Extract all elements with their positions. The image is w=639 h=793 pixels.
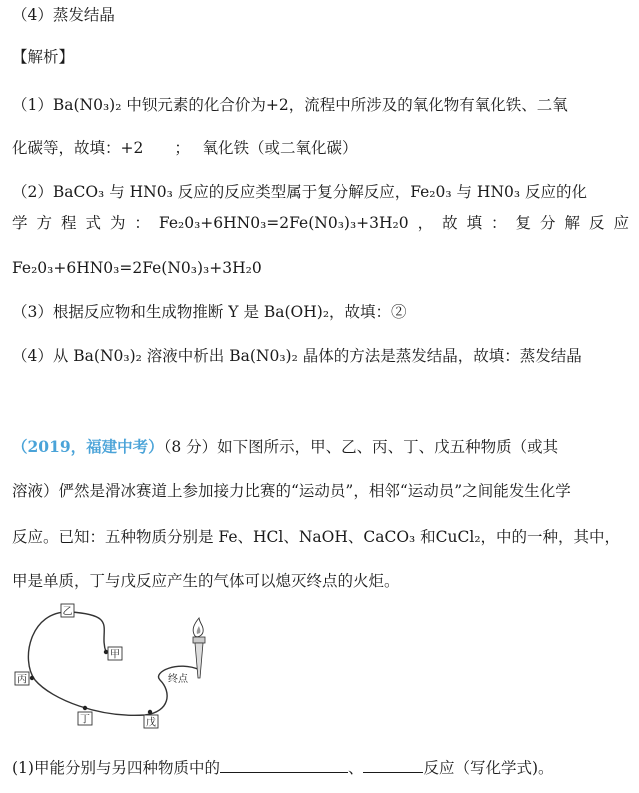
analysis-p3: （3）根据反应物和生成物推断 Y 是 Ba(OH)₂，故填：②: [12, 303, 407, 321]
label-bing: 丙: [17, 674, 27, 686]
analysis-p1-line2: 化碳等，故填：+2 ； 氧化铁（或二氧化碳）: [12, 139, 358, 157]
subq1-suffix: 反应（写化学式)。: [423, 759, 554, 777]
question-line4: 甲是单质，丁与戊反应产生的气体可以熄灭终点的火炬。: [12, 572, 400, 590]
track-curve: [28, 612, 200, 715]
subquestion-1: [12, 756, 629, 779]
label-wu: 戊: [146, 717, 156, 729]
question-line3: 反应。已知：五种物质分别是 Fe、HCl、NaOH、CaCO₃ 和CuCl₂，中的一种，其中，: [12, 528, 621, 546]
analysis-p2-line3: Fe₂0₃+6HN0₃=2Fe(N0₃)₃+3H₂0: [12, 259, 262, 277]
torch-icon: [193, 618, 205, 678]
analysis-p2-line1: （2）BaCO₃ 与 HN0₃ 反应的反应类型属于复分解反应，Fe₂0₃ 与 HN0₃ 反应的化: [12, 183, 588, 201]
analysis-p2-line2: 学方程式为：Fe₂0₃+6HN0₃=2Fe(N0₃)₃+3H₂0，故填：复分解反应: [12, 214, 629, 232]
question-line1-text: （8 分）如下图所示，甲、乙、丙、丁、戊五种物质（或其: [163, 438, 559, 456]
node-jia: [104, 647, 122, 661]
subq1-prefix: (1)甲能分别与另四种物质中的: [12, 759, 220, 777]
label-yi: 乙: [62, 606, 73, 618]
analysis-heading: 【解析】: [12, 48, 75, 66]
label-jia: 甲: [110, 649, 120, 661]
answer-blank-2[interactable]: [363, 756, 423, 773]
question-source: （2019，福建中考）: [12, 437, 164, 456]
question-line2: 溶液）俨然是滑冰赛道上参加接力比赛的“运动员”，相邻“运动员”之间能发生化学: [12, 482, 571, 500]
analysis-p4: （4）从 Ba(N0₃)₂ 溶液中析出 Ba(N0₃)₂ 晶体的方法是蒸发结晶，故填：蒸发结晶: [12, 347, 582, 365]
analysis-p1-line1: （1）Ba(N0₃)₂ 中钡元素的化合价为+2，流程中所涉及的氧化物有氧化铁、二氧: [12, 96, 568, 114]
prev-answer: （4）蒸发结晶: [12, 6, 115, 24]
subq1-sep: 、: [347, 759, 364, 777]
relay-track-diagram: [10, 600, 240, 730]
question-line1: [12, 436, 629, 458]
node-yi: [61, 604, 74, 618]
end-label: 终点: [168, 674, 188, 685]
answer-blank-1[interactable]: [220, 756, 348, 773]
label-ding: 丁: [80, 714, 90, 726]
